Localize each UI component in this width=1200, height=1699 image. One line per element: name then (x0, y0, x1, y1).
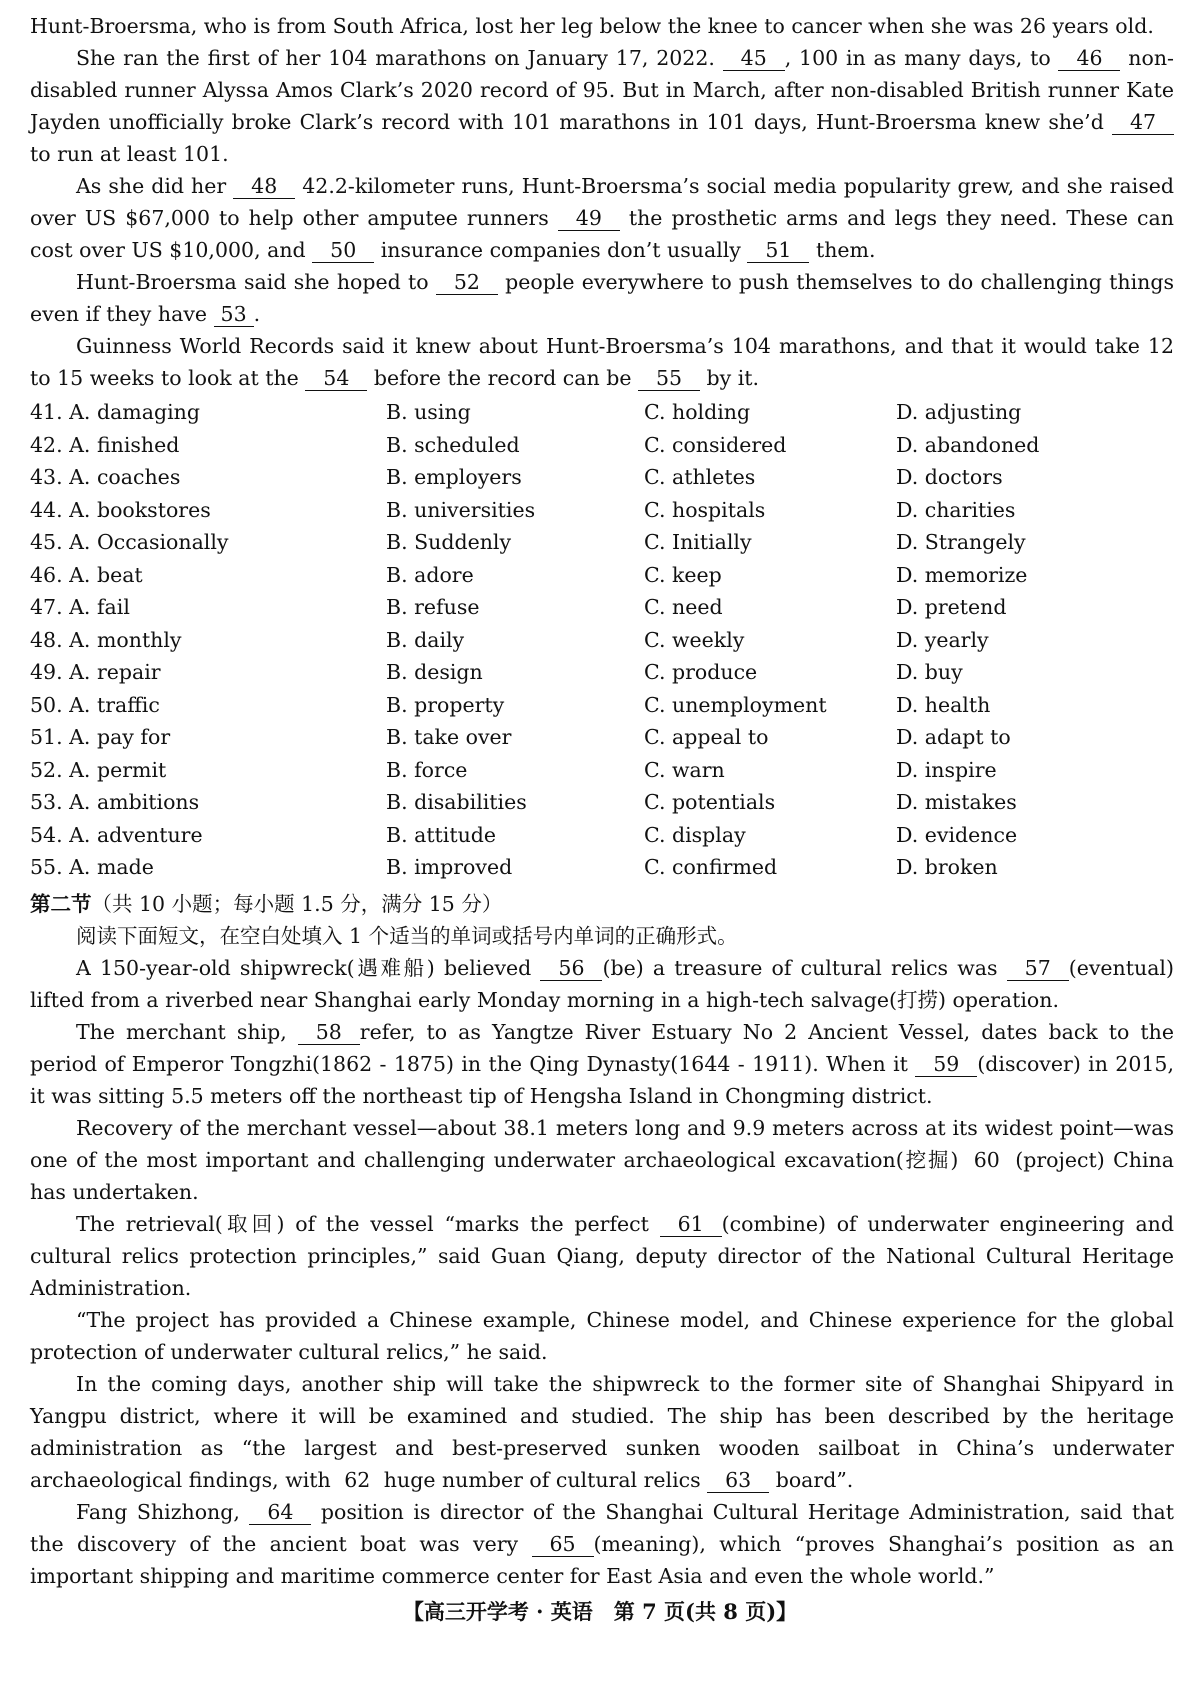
blank-64[interactable]: 64 (249, 1500, 311, 1525)
option-a[interactable]: 44. A. bookstores (30, 497, 211, 522)
section-heading (30, 888, 1174, 920)
option-d[interactable]: D. broken (896, 855, 998, 879)
passage2-text: The merchant ship, (76, 1019, 287, 1044)
option-b[interactable]: B. daily (386, 627, 465, 652)
option-row (30, 851, 1174, 884)
option-c[interactable]: C. display (644, 822, 746, 847)
passage2-text: Recovery of the merchant vessel—about 38.1 meters long and 9.9 meters across at its widest point—was one of the most important and challenging underwater archaeological excavation(挖掘) (30, 1115, 1174, 1172)
passage1-text: before the record can be (373, 366, 632, 390)
passage1-paragraph-2 (30, 42, 1174, 170)
passage2-text: “The project has provided a Chinese example, Chinese model, and Chinese experience for the global protection of underwater cultural relics,” he said. (30, 1307, 1174, 1364)
option-a[interactable]: 55. A. made (30, 855, 154, 879)
option-c[interactable]: C. considered (644, 432, 787, 457)
option-c[interactable]: C. weekly (644, 627, 745, 652)
passage2-paragraph-3 (30, 1112, 1174, 1208)
option-b[interactable]: B. force (386, 757, 468, 782)
option-c[interactable]: C. need (644, 595, 723, 619)
option-row (30, 494, 1174, 527)
passage2-text: In the coming days, another ship will take the shipwreck to the former site of Shanghai Shipyard in Yangpu district, where it will be examined and studied. The ship has been described by the heritage administration as “the largest and best-preserved sunken wooden sailboat in China’s underwater archaeological findings, with (30, 1371, 1174, 1492)
option-b[interactable]: B. Suddenly (386, 530, 512, 554)
option-row (30, 429, 1174, 462)
passage2-text: (be) a treasure of cultural relics was (602, 955, 998, 980)
option-d[interactable]: D. abandoned (896, 432, 1040, 457)
option-c[interactable]: C. hospitals (644, 497, 766, 522)
section-note: （共 10 小题；每小题 1.5 分，满分 15 分） (91, 891, 503, 916)
blank-48[interactable]: 48 (233, 174, 295, 199)
passage2-text: (discover) in 2015, it was sitting 5.5 meters off the northeast tip of Hengsha Island in Chongming district. (30, 1051, 1174, 1108)
option-row (30, 819, 1174, 852)
blank-51[interactable]: 51 (747, 238, 809, 263)
passage1-text: insurance companies don’t usually (380, 238, 741, 262)
option-row (30, 689, 1174, 722)
option-d[interactable]: D. inspire (896, 757, 997, 782)
passage2-paragraph-5 (30, 1304, 1174, 1368)
option-c[interactable]: C. unemployment (644, 692, 827, 717)
option-row (30, 624, 1174, 657)
passage1-paragraph-3 (30, 170, 1174, 266)
page-footer: 【高三开学考 · 英语 第 7 页(共 8 页)】 (402, 1599, 798, 1624)
option-d[interactable]: D. memorize (896, 562, 1028, 587)
section-title: 第二节 (30, 891, 92, 916)
passage1-text: by it. (706, 366, 760, 390)
option-d[interactable]: D. buy (896, 660, 963, 684)
passage2-paragraph-4 (30, 1208, 1174, 1304)
passage2-text: (eventual) lifted from a riverbed near Shanghai early Monday morning in a high-tech salvage(打捞) operation. (30, 955, 1174, 1012)
option-b[interactable]: B. adore (386, 562, 474, 587)
option-c[interactable]: C. athletes (644, 465, 756, 489)
passage1-paragraph-1 (30, 10, 1174, 42)
option-c[interactable]: C. produce (644, 660, 758, 684)
blank-56[interactable]: 56 (540, 956, 602, 981)
blank-55[interactable]: 55 (638, 366, 700, 391)
option-c[interactable]: C. appeal to (644, 725, 769, 749)
option-b[interactable]: B. universities (386, 497, 536, 522)
passage1-text: , 100 in as many days, to (784, 46, 1051, 70)
passage2-text: Fang Shizhong, (76, 1499, 240, 1524)
option-row (30, 591, 1174, 624)
option-a[interactable]: 42. A. finished (30, 432, 180, 457)
option-d[interactable]: D. mistakes (896, 790, 1017, 814)
option-row (30, 656, 1174, 689)
passage1-text: people everywhere to push themselves to do challenging things even if they have (30, 270, 1174, 326)
passage1-text: them. (815, 238, 876, 262)
option-b[interactable]: B. employers (386, 465, 522, 489)
blank-54[interactable]: 54 (305, 366, 367, 391)
option-c[interactable]: C. potentials (644, 790, 776, 814)
option-a[interactable]: 51. A. pay for (30, 725, 171, 749)
passage2-paragraph-1 (30, 952, 1174, 1016)
passage2-text: refer, to as Yangtze River Estuary No 2 Ancient Vessel, dates back to the period of Emperor Tongzhi(1862 - 1875) in the Qing Dynasty(1644 - 1911). When it (30, 1019, 1174, 1076)
passage2-text: position is director of the Shanghai Cultural Heritage Administration, said that the discovery of the ancient boat was very (30, 1499, 1174, 1556)
passage2-paragraph-2 (30, 1016, 1174, 1112)
passage1-text: non-disabled runner Alyssa Amos Clark’s 2020 record of 95. But in March, after non-disabled British runner Kate Jayden unofficially broke Clark’s record with 101 marathons in 101 days, Hunt-Broersma knew she’d (30, 46, 1174, 134)
option-b[interactable]: B. property (386, 692, 505, 717)
option-row (30, 559, 1174, 592)
passage2-paragraph-7 (30, 1496, 1174, 1592)
option-c[interactable]: C. holding (644, 400, 751, 424)
passage1-text: . (253, 302, 261, 326)
option-d[interactable]: D. yearly (896, 627, 989, 652)
option-a[interactable]: 45. A. Occasionally (30, 530, 229, 554)
blank-59[interactable]: 59 (915, 1052, 977, 1077)
option-d[interactable]: D. Strangely (896, 530, 1026, 554)
option-b[interactable]: B. using (386, 400, 471, 424)
option-a[interactable]: 43. A. coaches (30, 465, 181, 489)
passage2-text: The retrieval(取回) of the vessel “marks the perfect (76, 1211, 649, 1236)
passage1-text: She ran the first of her 104 marathons on January 17, 2022. (76, 46, 715, 70)
option-a[interactable]: 48. A. monthly (30, 627, 182, 652)
section-instruction: 阅读下面短文，在空白处填入 1 个适当的单词或括号内单词的正确形式。 (76, 923, 738, 948)
passage2-text: board”. (775, 1467, 854, 1492)
option-a[interactable]: 52. A. permit (30, 757, 167, 782)
option-a[interactable]: 41. A. damaging (30, 400, 200, 424)
blank-53[interactable]: 53 (214, 302, 254, 327)
option-d[interactable]: D. adjusting (896, 400, 1022, 424)
passage1-text: 42.2-kilometer runs, Hunt-Broersma’s social media popularity grew, and she raised over US $67,000 to help other amputee runners (30, 174, 1174, 230)
blank-47[interactable]: 47 (1112, 110, 1174, 135)
blank-49[interactable]: 49 (558, 206, 620, 231)
passage2-text: (combine) of underwater engineering and cultural relics protection principles,” said Guan Qiang, deputy director of the National Cultural Heritage Administration. (30, 1211, 1174, 1300)
blank-65[interactable]: 65 (532, 1532, 594, 1557)
option-b[interactable]: B. take over (386, 725, 512, 749)
option-b[interactable]: B. improved (386, 855, 513, 879)
passage2-text: A 150-year-old shipwreck(遇难船) believed (76, 955, 532, 980)
blank-58[interactable]: 58 (298, 1020, 360, 1045)
option-d[interactable]: D. evidence (896, 822, 1018, 847)
passage1-text: to run at least 101. (30, 142, 229, 166)
option-a[interactable]: 54. A. adventure (30, 822, 203, 847)
option-a[interactable]: 47. A. fail (30, 595, 130, 619)
passage2-text: (project) China has undertaken. (30, 1147, 1174, 1204)
blank-62[interactable]: 62 (344, 1467, 371, 1492)
option-d[interactable]: D. adapt to (896, 725, 1011, 749)
passage2-paragraph-6 (30, 1368, 1174, 1496)
option-row (30, 786, 1174, 819)
blank-46[interactable]: 46 (1058, 46, 1120, 71)
option-row (30, 721, 1174, 754)
option-d[interactable]: D. health (896, 692, 991, 717)
option-b[interactable]: B. scheduled (386, 432, 520, 457)
option-row (30, 461, 1174, 494)
option-c[interactable]: C. Initially (644, 530, 752, 554)
option-row (30, 754, 1174, 787)
option-a[interactable]: 53. A. ambitions (30, 790, 200, 814)
passage1-text: As she did her (76, 174, 227, 198)
blank-60[interactable]: 60 (973, 1147, 1000, 1172)
blank-57[interactable]: 57 (1007, 956, 1069, 981)
passage1-text: Hunt-Broersma, who is from South Africa, lost her leg below the knee to cancer when she was 26 years old. (30, 14, 1154, 38)
passage1-paragraph-4 (30, 266, 1174, 330)
option-d[interactable]: D. doctors (896, 465, 1003, 489)
passage2-text: huge number of cultural relics (383, 1467, 701, 1492)
option-d[interactable]: D. pretend (896, 595, 1007, 619)
passage2-text: (meaning), which “proves Shanghai’s position as an important shipping and maritime commerce center for East Asia and even the whole world.” (30, 1531, 1174, 1588)
option-c[interactable]: C. confirmed (644, 855, 778, 879)
blank-61[interactable]: 61 (660, 1212, 722, 1237)
option-row (30, 526, 1174, 559)
passage1-text: the prosthetic arms and legs they need. These can cost over US $10,000, and (30, 206, 1174, 262)
passage1-text: Guinness World Records said it knew about Hunt-Broersma’s 104 marathons, and that it would take 12 to 15 weeks to look at the (30, 334, 1174, 390)
option-a[interactable]: 46. A. beat (30, 562, 143, 587)
blank-52[interactable]: 52 (436, 270, 498, 295)
blank-50[interactable]: 50 (312, 238, 374, 263)
option-b[interactable]: B. attitude (386, 822, 497, 847)
option-d[interactable]: D. charities (896, 497, 1016, 522)
option-c[interactable]: C. keep (644, 562, 722, 587)
blank-63[interactable]: 63 (707, 1468, 769, 1493)
passage1-paragraph-5 (30, 330, 1174, 394)
options-list (30, 396, 1174, 884)
option-a[interactable]: 50. A. traffic (30, 692, 160, 717)
option-a[interactable]: 49. A. repair (30, 660, 161, 684)
option-c[interactable]: C. warn (644, 757, 725, 782)
option-b[interactable]: B. refuse (386, 595, 480, 619)
option-b[interactable]: B. design (386, 660, 483, 684)
blank-45[interactable]: 45 (723, 46, 785, 71)
option-row (30, 396, 1174, 429)
option-b[interactable]: B. disabilities (386, 790, 527, 814)
passage1-text: Hunt-Broersma said she hoped to (76, 270, 429, 294)
